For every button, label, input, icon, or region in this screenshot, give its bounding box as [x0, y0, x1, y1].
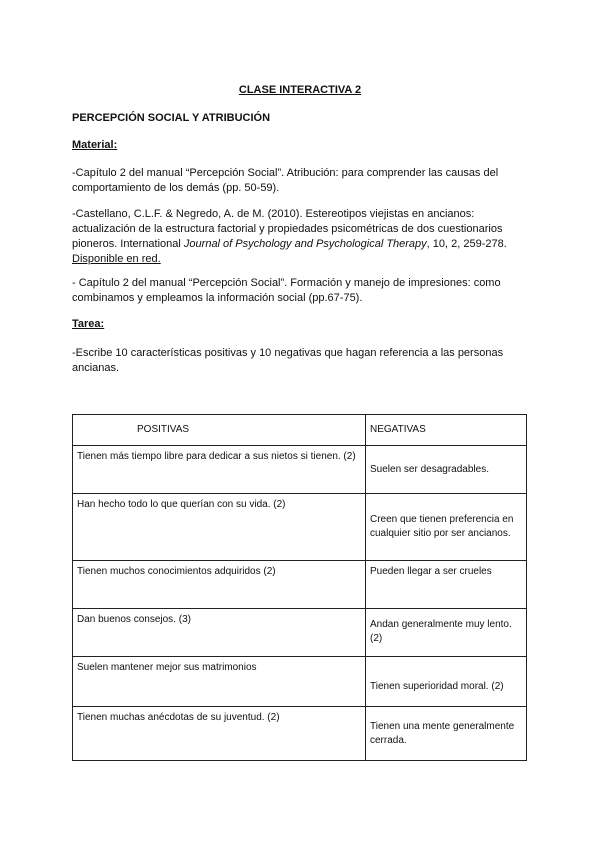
positive-cell: Tienen muchos conocimientos adquiridos (2) — [73, 561, 366, 609]
material-item-2-text: -Castellano, C.L.F. & Negredo, A. de M. (2010). Estereotipos viejistas en ancianos: actualización de la estructura factorial y propiedades psicométricas de dos cuestionarios pioneros. International — [72, 208, 503, 250]
table-row — [73, 609, 527, 657]
positive-cell: Dan buenos consejos. (3) — [73, 609, 366, 657]
header-positivas: POSITIVAS — [73, 415, 366, 446]
journal-title: Journal of Psychology and Psychological Therapy — [183, 238, 427, 250]
material-heading: Material: — [72, 139, 118, 151]
negative-cell: Andan generalmente muy lento. (2) — [366, 609, 527, 657]
page-title: CLASE INTERACTIVA 2 — [238, 84, 362, 96]
material-item-2 — [72, 207, 530, 267]
material-item-3: - Capítulo 2 del manual “Percepción Social”. Formación y manejo de impresiones: como combinamos y empleamos la información social (pp.67-75). — [72, 277, 501, 304]
table-row — [73, 446, 527, 494]
negative-cell: Suelen ser desagradables. — [366, 446, 527, 494]
negative-cell: Creen que tienen preferencia en cualquier sitio por ser ancianos. — [366, 494, 527, 561]
positive-cell: Tienen muchas anécdotas de su juventud. (2) — [73, 707, 366, 761]
material-item-2-tail: , 10, 2, 259-278. — [426, 238, 507, 250]
negative-cell: Tienen una mente generalmente cerrada. — [366, 707, 527, 761]
table-row — [73, 561, 527, 609]
section-title: PERCEPCIÓN SOCIAL Y ATRIBUCIÓN — [72, 112, 271, 124]
tarea-heading: Tarea: — [72, 318, 105, 330]
material-item-1: -Capítulo 2 del manual “Percepción Social”. Atribución: para comprender las causas del comportamiento de los demás (pp. 50-59). — [72, 167, 499, 194]
tarea-text: -Escribe 10 características positivas y 10 negativas que hagan referencia a las personas ancianas. — [72, 347, 504, 374]
header-negativas: NEGATIVAS — [366, 415, 527, 446]
table-row — [73, 494, 527, 561]
positive-cell: Tienen más tiempo libre para dedicar a sus nietos si tienen. (2) — [73, 446, 366, 494]
characteristics-table — [72, 414, 527, 761]
table-row — [73, 707, 527, 761]
negative-cell: Tienen superioridad moral. (2) — [366, 657, 527, 707]
positive-cell: Suelen mantener mejor sus matrimonios — [73, 657, 366, 707]
table-header-row — [73, 415, 527, 446]
positive-cell: Han hecho todo lo que querían con su vida. (2) — [73, 494, 366, 561]
negative-cell: Pueden llegar a ser crueles — [366, 561, 527, 609]
available-online-link[interactable]: Disponible en red. — [72, 253, 161, 265]
table-row — [73, 657, 527, 707]
